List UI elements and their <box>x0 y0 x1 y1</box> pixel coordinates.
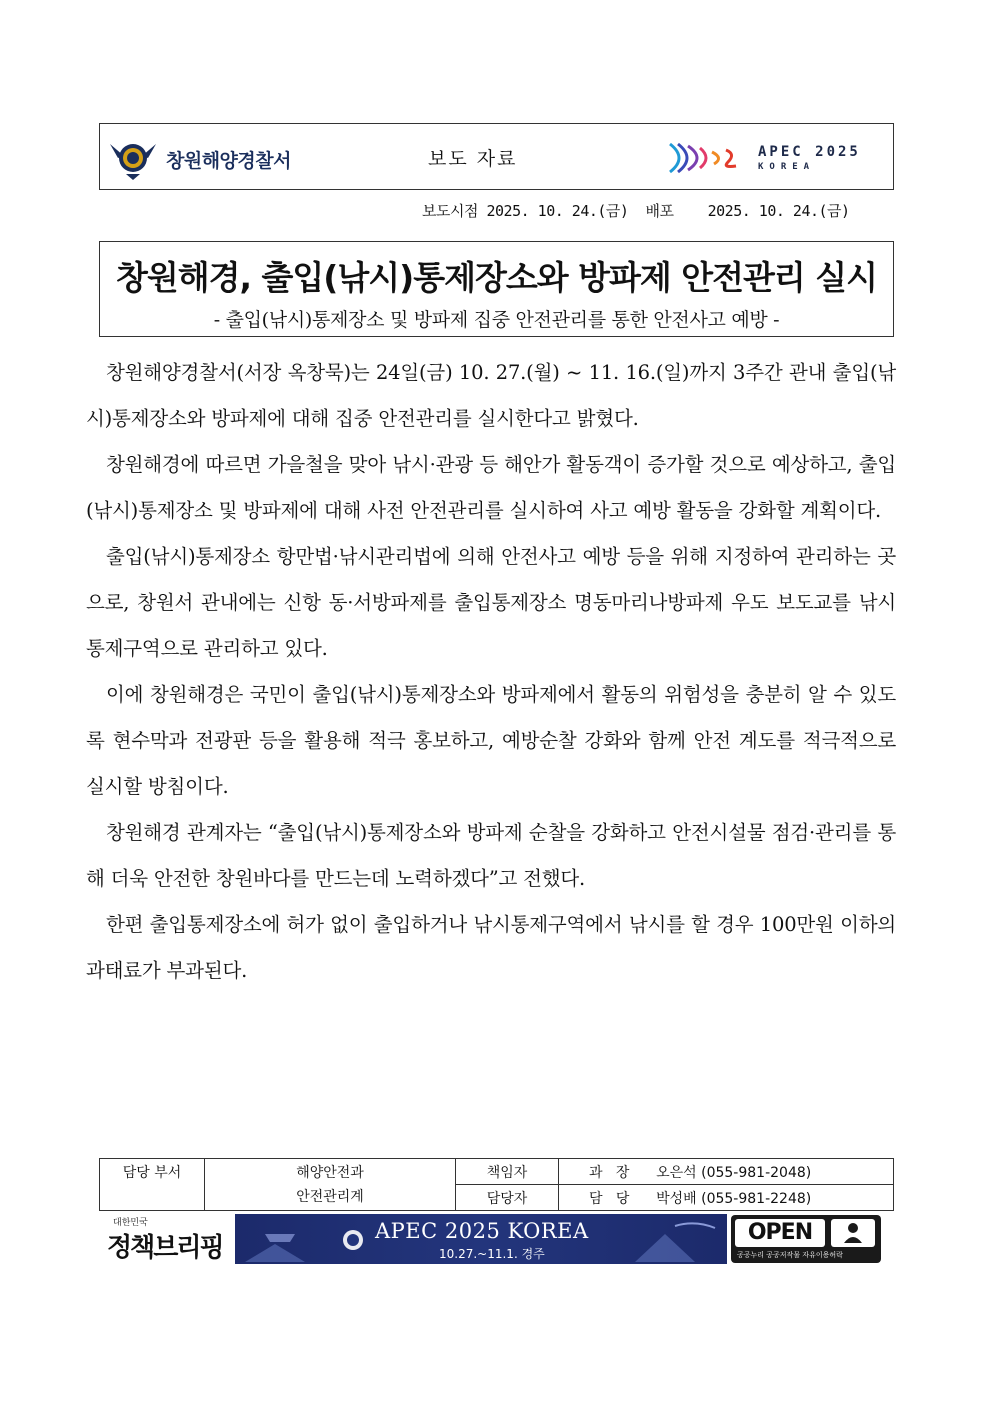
attribution-icon <box>831 1219 875 1247</box>
person-cell: 과 장 오은석 (055-981-2048) <box>559 1159 894 1185</box>
apec-logo <box>666 138 886 178</box>
agency-name: 창원해양경찰서 <box>166 150 291 172</box>
policy-briefing-logo[interactable] <box>99 1215 229 1263</box>
dept-team <box>205 1159 456 1211</box>
open-label: OPEN <box>735 1219 825 1247</box>
table-row <box>100 1159 894 1185</box>
press-header <box>99 123 894 190</box>
kogl-open-badge[interactable] <box>731 1215 881 1263</box>
coast-guard-emblem-icon <box>108 136 158 180</box>
agency-logo <box>108 136 328 180</box>
doc-type-label: 보도 자료 <box>428 148 518 170</box>
dept-line-2: 안전관리계 <box>296 1188 364 1205</box>
footer-banner <box>99 1213 894 1265</box>
release-dates: 보도시점 2025. 10. 24.(금) 배포 2025. 10. 24.(금) <box>422 202 850 220</box>
banner-date: 10.27.~11.1. 경주 <box>439 1247 545 1261</box>
brief-top-text: 대한민국 <box>113 1218 148 1228</box>
banner-title: APEC 2025 KOREA <box>375 1219 589 1243</box>
article-body <box>86 350 896 994</box>
paragraph-2: 창원해경에 따르면 가을철을 맞아 낚시·관광 등 해안가 활동객이 증가할 것으로 예상하고, 출입(낚시)통제장소 및 방파제에 대해 사전 안전관리를 실시하여 사고 예방 활동을 강화할 계획이다. <box>86 453 896 522</box>
dept-label: 담당 부서 <box>100 1159 205 1211</box>
headline: 창원해경, 출입(낚시)통제장소와 방파제 안전관리 실시 <box>116 258 877 297</box>
paragraph-3: 출입(낚시)통제장소 항만법·낚시관리법에 의해 안전사고 예방 등을 위해 지정하여 관리하는 곳으로, 창원서 관내에는 신항 동·서방파제를 출입통제장소 명동마리나방파제 우도 보도교를 낚시통제구역으로 관리하고 있다. <box>86 545 896 660</box>
headline-box <box>99 241 894 337</box>
paragraph-5: 창원해경 관계자는 “출입(낚시)통제장소와 방파제 순찰을 강화하고 안전시설물 점검·관리를 통해 더욱 안전한 창원바다를 만드는데 노력하겠다”고 전했다. <box>86 821 896 890</box>
paragraph-1: 창원해양경찰서(서장 옥창묵)는 24일(금) 10. 27.(월) ~ 11. 16.(일)까지 3주간 관내 출입(낚시)통제장소와 방파제에 대해 집중 안전관리를 실시한다고 밝혔다. <box>86 361 896 430</box>
brief-main-text: 정책브리핑 <box>107 1233 223 1263</box>
open-caption: 공공누리 공공저작물 자유이용허락 <box>737 1251 843 1259</box>
apec-logo-sub: KOREA <box>758 162 816 172</box>
role-cell: 담당자 <box>456 1185 559 1211</box>
dept-line-1: 해양안전과 <box>296 1164 364 1181</box>
paragraph-4: 이에 창원해경은 국민이 출입(낚시)통제장소와 방파제에서 활동의 위험성을 충분히 알 수 있도록 현수막과 전광판 등을 활용해 적극 홍보하고, 예방순찰 강화와 함께 안전 계도를 적극적으로 실시할 방침이다. <box>86 683 896 798</box>
apec-logo-main: APEC 2025 <box>758 144 861 160</box>
subheadline: - 출입(낚시)통제장소 및 방파제 집중 안전관리를 통한 안전사고 예방 - <box>213 309 780 331</box>
role-cell: 책임자 <box>456 1159 559 1185</box>
apec-swirl-icon <box>666 138 754 178</box>
paragraph-6: 한편 출입통제장소에 허가 없이 출입하거나 낚시통제구역에서 낚시를 할 경우 100만원 이하의 과태료가 부과된다. <box>86 913 896 982</box>
apec-banner[interactable] <box>235 1214 727 1264</box>
person-cell: 담 당 박성배 (055-981-2248) <box>559 1185 894 1211</box>
contact-table <box>99 1158 894 1211</box>
